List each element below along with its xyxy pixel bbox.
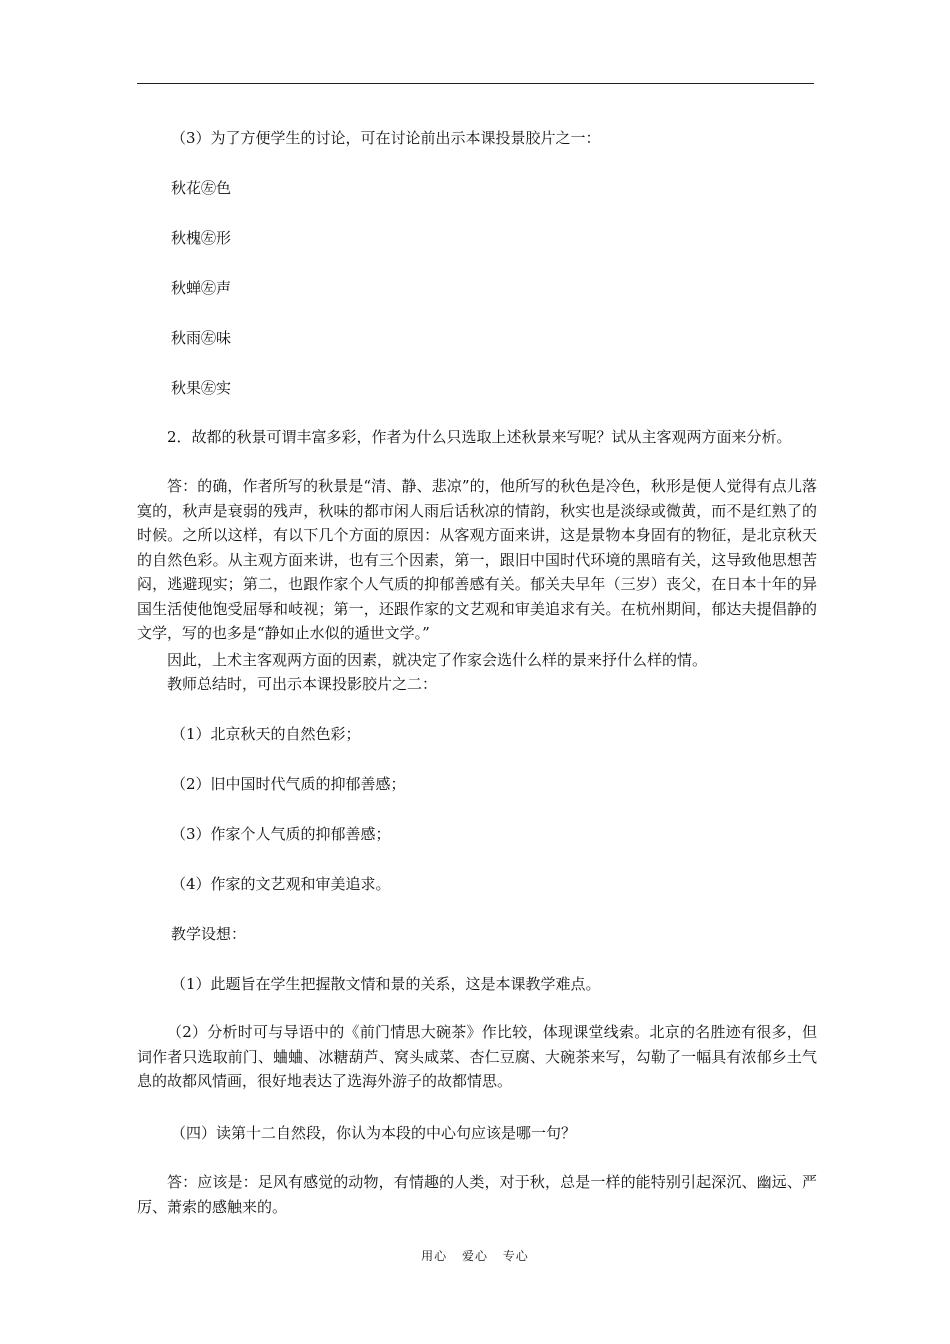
- slide1-item: 秋果㊧实: [171, 379, 232, 397]
- slide2-item: （2）旧中国时代气质的抑郁善感；: [171, 775, 406, 793]
- design-heading: 教学设想：: [171, 925, 247, 943]
- slide1-item: 秋花㊧色: [171, 179, 232, 197]
- page-footer: 用心 爱心 专心: [421, 1249, 529, 1263]
- slide1-item: 秋雨㊧味: [171, 329, 232, 347]
- header-rule: [137, 83, 814, 84]
- question-2: 2．故都的秋景可谓丰富多彩，作者为什么只选取上述秋景来写呢？试从主客观两方面来分析。: [167, 428, 792, 446]
- teacher-summary: 教师总结时，可出示本课投影胶片之二：: [167, 675, 438, 693]
- slide2-item: （1）北京秋天的自然色彩；: [171, 725, 361, 743]
- answer-2: 答：的确，作者所写的秋景是“清、静、悲凉”的，他所写的秋色是冷色，秋形是便人觉得有点儿落寞的，秋声是衰弱的残声，秋味的都市闲人雨后话秋凉的情韵，秋实也是淡绿或微黄，而不是红熟了的时候。之所以这样，有以下几个方面的原因：从客观方面来讲，这是景物本身固有的物征，是北京秋天的自然色彩。从主观方面来讲，也有三个因素，第一，跟旧中国时代环境的黑暗有关，这导致他思想苦闷，逃避现实；第二，也跟作家个人气质的抑郁善感有关。郁关夫早年（三岁）丧父，在日本十年的异国生活使他饱受屈辱和岐视；第一，还跟作家的文艺观和审美追求有关。在杭州期间，郁达夫提倡静的文学，写的也多是“静如止水似的遁世文学。”: [137, 477, 817, 642]
- design-item-1: （1）此题旨在学生把握散文情和景的关系，这是本课教学难点。: [171, 975, 601, 993]
- answer-4: 答：应该是：足风有感觉的动物，有情趣的人类，对于秋，总是一样的能特别引起深沉、幽远、严厉、萧索的感触来的。: [137, 1173, 817, 1216]
- slide1-item: 秋蝉㊧声: [171, 279, 232, 297]
- slide2-item: （4）作家的文艺观和审美追求。: [171, 875, 391, 893]
- question-4: （四）读第十二自然段，你认为本段的中心句应该是哪一句？: [171, 1124, 577, 1142]
- slide1-item: 秋槐㊧形: [171, 229, 232, 247]
- design-item-2: （2）分析时可与导语中的《前门情思大碗茶》作比较，体现课堂线索。北京的名胜迹有很多，但词作者只选取前门、蛐蛐、冰糖葫芦、窝头咸菜、杏仁豆腐、大碗茶来写，勾勒了一幅具有浓郁乡土气息的故都风情画，很好地表达了选海外游子的故都情思。: [137, 1023, 817, 1090]
- slide2-item: （3）作家个人气质的抑郁善感；: [171, 825, 391, 843]
- intro-item: （3）为了方便学生的讨论，可在讨论前出示本课投景胶片之一：: [171, 129, 601, 147]
- conclusion: 因此，上术主客观两方面的因素，就决定了作家会选什么样的景来抒什么样的情。: [167, 651, 708, 669]
